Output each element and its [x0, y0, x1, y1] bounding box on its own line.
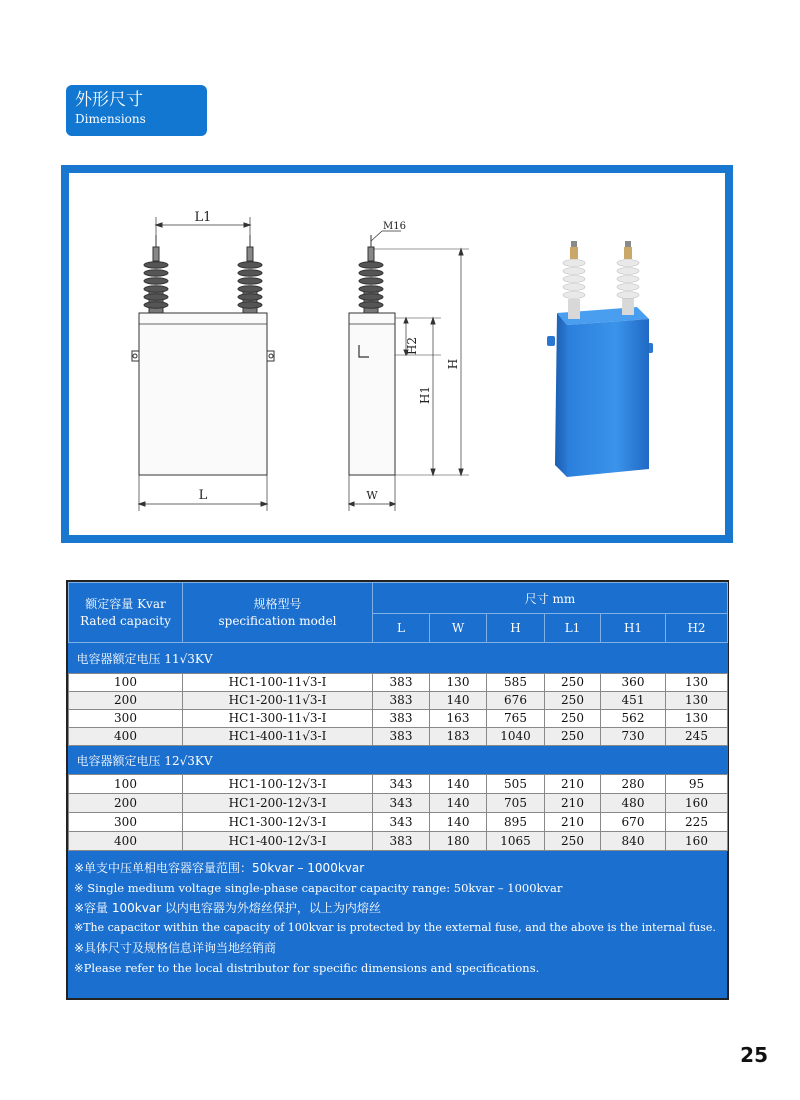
cell-H1: 730	[601, 728, 666, 746]
cell-H1: 670	[601, 813, 666, 832]
product-bushing-left	[563, 241, 585, 319]
cell-H: 705	[487, 794, 545, 813]
header-col-W: W	[430, 614, 487, 643]
header-spec-model-en: specification model	[218, 613, 337, 628]
cell-model: HC1-200-11√3-I	[183, 692, 373, 710]
front-bushing-right	[238, 235, 262, 313]
cell-W: 140	[430, 813, 487, 832]
cell-W: 180	[430, 832, 487, 851]
specification-table	[68, 582, 728, 851]
header-rated-capacity-zh: 额定容量 Kvar	[85, 596, 166, 611]
cell-model: HC1-200-12√3-I	[183, 794, 373, 813]
cell-capacity: 300	[69, 813, 183, 832]
header-col-H1: H1	[601, 614, 666, 643]
front-bushing-left	[144, 235, 168, 313]
cell-W: 140	[430, 692, 487, 710]
header-col-H: H	[487, 614, 545, 643]
cell-H2: 95	[666, 775, 728, 794]
cell-H: 765	[487, 710, 545, 728]
note-2: ※ Single medium voltage single-phase capacitor capacity range: 50kvar – 1000kvar	[74, 881, 563, 895]
cell-H: 505	[487, 775, 545, 794]
section-title-11kv: 电容器额定电压 11√3KV	[69, 643, 728, 674]
note-4: ※The capacitor within the capacity of 100kvar is protected by the external fuse, and the above is the internal fuse.	[74, 921, 716, 934]
cell-capacity: 100	[69, 674, 183, 692]
cell-H1: 451	[601, 692, 666, 710]
cell-L: 343	[373, 813, 430, 832]
label-H1: H1	[418, 385, 432, 405]
section-title-tab	[66, 85, 207, 136]
header-col-H2: H2	[666, 614, 728, 643]
cell-H2: 225	[666, 813, 728, 832]
capacitor-product-image	[547, 241, 653, 477]
cell-H2: 160	[666, 832, 728, 851]
cell-model: HC1-400-12√3-I	[183, 832, 373, 851]
cell-W: 183	[430, 728, 487, 746]
front-view	[132, 217, 274, 511]
cell-L1: 210	[545, 813, 601, 832]
header-col-L: L	[373, 614, 430, 643]
table-row	[69, 710, 728, 728]
cell-capacity: 400	[69, 728, 183, 746]
section-title-zh: 外形尺寸	[75, 90, 143, 110]
label-L: L	[198, 488, 208, 503]
cell-H: 895	[487, 813, 545, 832]
cell-L1: 250	[545, 728, 601, 746]
label-H2: H2	[405, 336, 419, 356]
cell-capacity: 200	[69, 692, 183, 710]
section-title-en: Dimensions	[75, 112, 146, 126]
cell-L: 383	[373, 692, 430, 710]
header-spec-model-zh: 规格型号	[253, 596, 302, 611]
header-col-L1: L1	[545, 614, 601, 643]
cell-L1: 250	[545, 674, 601, 692]
cell-H2: 245	[666, 728, 728, 746]
cell-H1: 480	[601, 794, 666, 813]
label-H: H	[446, 358, 460, 370]
product-bushing-right	[617, 241, 639, 315]
cell-H2: 160	[666, 794, 728, 813]
cell-W: 163	[430, 710, 487, 728]
section-title-12kv: 电容器额定电压 12√3KV	[69, 746, 728, 775]
cell-L1: 210	[545, 794, 601, 813]
cell-capacity: 300	[69, 710, 183, 728]
cell-L1: 210	[545, 775, 601, 794]
note-3: ※容量 100kvar 以内电容器为外熔丝保护，以上为内熔丝	[74, 901, 381, 915]
cell-H: 585	[487, 674, 545, 692]
cell-H1: 840	[601, 832, 666, 851]
cell-L1: 250	[545, 692, 601, 710]
cell-L: 383	[373, 674, 430, 692]
cell-H1: 280	[601, 775, 666, 794]
cell-model: HC1-300-11√3-I	[183, 710, 373, 728]
note-5: ※具体尺寸及规格信息详询当地经销商	[74, 941, 277, 955]
cell-H: 1065	[487, 832, 545, 851]
cell-model: HC1-300-12√3-I	[183, 813, 373, 832]
header-rated-capacity	[69, 583, 183, 643]
cell-H: 1040	[487, 728, 545, 746]
cell-model: HC1-100-11√3-I	[183, 674, 373, 692]
cell-H2: 130	[666, 692, 728, 710]
cell-L1: 250	[545, 832, 601, 851]
cell-model: HC1-100-12√3-I	[183, 775, 373, 794]
cell-capacity: 400	[69, 832, 183, 851]
cell-H1: 562	[601, 710, 666, 728]
cell-L: 383	[373, 832, 430, 851]
cell-L: 343	[373, 794, 430, 813]
cell-W: 130	[430, 674, 487, 692]
cell-capacity: 200	[69, 794, 183, 813]
side-view	[349, 231, 469, 511]
cell-L: 383	[373, 710, 430, 728]
cell-capacity: 100	[69, 775, 183, 794]
table-row	[69, 728, 728, 746]
cell-W: 140	[430, 794, 487, 813]
cell-W: 140	[430, 775, 487, 794]
label-L1: L1	[194, 210, 212, 225]
dimension-drawing	[69, 173, 725, 535]
table-row	[69, 775, 728, 794]
header-dimensions: 尺寸 mm	[373, 583, 728, 614]
label-W: W	[366, 489, 378, 502]
notes	[74, 858, 724, 978]
table-row	[69, 692, 728, 710]
note-1: ※单支中压单相电容器容量范围：50kvar – 1000kvar	[74, 861, 365, 875]
cell-L1: 250	[545, 710, 601, 728]
table-row	[69, 832, 728, 851]
dimension-figure	[61, 165, 733, 543]
cell-H2: 130	[666, 674, 728, 692]
header-spec-model	[183, 583, 373, 643]
cell-H2: 130	[666, 710, 728, 728]
table-row	[69, 813, 728, 832]
table-row	[69, 794, 728, 813]
table-row	[69, 674, 728, 692]
cell-L: 383	[373, 728, 430, 746]
cell-H1: 360	[601, 674, 666, 692]
label-M16: M16	[383, 221, 406, 232]
cell-H: 676	[487, 692, 545, 710]
header-rated-capacity-en: Rated capacity	[80, 613, 171, 628]
cell-L: 343	[373, 775, 430, 794]
note-6: ※Please refer to the local distributor for specific dimensions and specifications.	[74, 961, 540, 975]
cell-model: HC1-400-11√3-I	[183, 728, 373, 746]
page-number: 25	[740, 1043, 768, 1067]
